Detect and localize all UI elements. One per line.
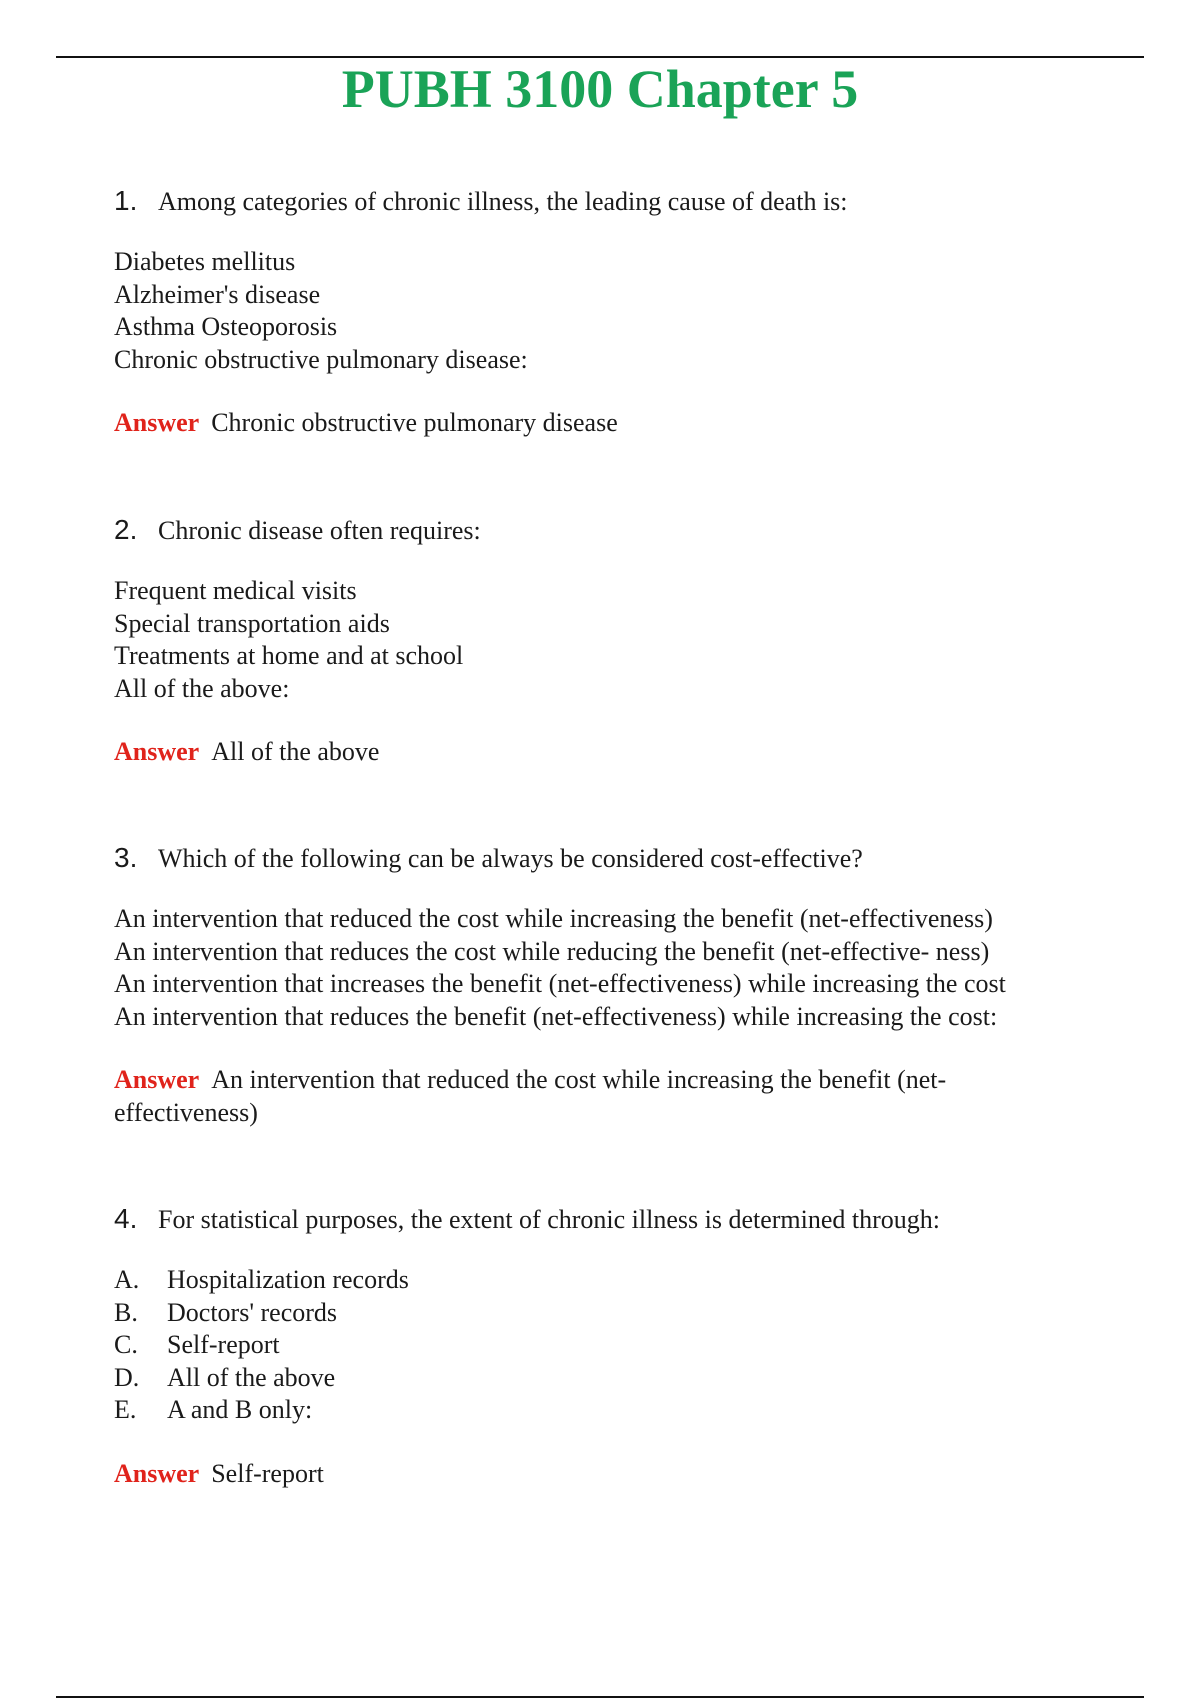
option-item: Special transportation aids <box>114 608 390 638</box>
answer-line <box>114 735 1014 768</box>
answer-label: Answer <box>114 1458 200 1488</box>
answer-text: Self-report <box>211 1458 324 1488</box>
bottom-rule <box>56 1696 1144 1698</box>
question-text: For statistical purposes, the extent of chronic illness is determined through: <box>158 1205 941 1234</box>
option-item <box>114 1394 1114 1427</box>
question-text: Which of the following can be always be considered cost-effective? <box>158 844 863 873</box>
answer-label: Answer <box>114 737 200 766</box>
answer-text: All of the above <box>211 737 380 766</box>
option-item <box>114 1297 1114 1330</box>
option-item: An intervention that reduces the cost while reducing the benefit (net-effective- ness) <box>114 936 990 966</box>
option-text: Self-report <box>167 1330 280 1359</box>
question-4 <box>114 1202 1114 1490</box>
options-list <box>114 903 1114 1033</box>
option-item <box>114 1362 1114 1395</box>
option-letter: D. <box>114 1362 140 1392</box>
answer-line <box>114 406 1014 439</box>
option-letter: A. <box>114 1265 140 1294</box>
answer-label: Answer <box>114 408 200 437</box>
option-item: An intervention that reduced the cost while increasing the benefit (net-effectiveness) <box>114 904 993 933</box>
question-header <box>114 513 1114 549</box>
question-number: 1. <box>114 185 138 216</box>
option-item: Chronic obstructive pulmonary disease: <box>114 344 528 374</box>
question-number: 3. <box>114 842 138 873</box>
answer-text: An intervention that reduced the cost while increasing the benefit (net-effectiveness) <box>114 1065 947 1127</box>
option-letter: B. <box>114 1297 138 1327</box>
option-text: A and B only: <box>167 1395 313 1424</box>
option-item: An intervention that increases the benefit (net-effectiveness) while increasing the cost <box>114 969 1006 998</box>
options-list <box>114 246 1114 376</box>
option-item: Frequent medical visits <box>114 576 357 605</box>
question-text: Chronic disease often requires: <box>158 516 481 545</box>
option-text: Doctors' records <box>167 1297 338 1327</box>
question-1 <box>114 184 1114 439</box>
question-text: Among categories of chronic illness, the leading cause of death is: <box>158 187 848 216</box>
option-item: Treatments at home and at school <box>114 641 464 670</box>
option-text: Hospitalization records <box>167 1265 409 1294</box>
question-number: 2. <box>114 514 138 545</box>
question-3 <box>114 841 1114 1129</box>
option-item: An intervention that reduces the benefit (net-effectiveness) while increasing the cost: <box>114 1001 998 1031</box>
answer-text: Chronic obstructive pulmonary disease <box>211 408 618 437</box>
option-item <box>114 1329 1114 1362</box>
question-2 <box>114 513 1114 768</box>
option-item <box>114 1264 1114 1297</box>
question-number: 4. <box>114 1203 138 1234</box>
options-list <box>114 575 1114 705</box>
option-item: All of the above: <box>114 673 290 703</box>
options-list <box>114 1264 1114 1427</box>
option-item: Asthma Osteoporosis <box>114 312 338 341</box>
option-text: All of the above <box>167 1362 336 1392</box>
option-letter: E. <box>114 1395 137 1424</box>
option-letter: C. <box>114 1330 138 1359</box>
question-header <box>114 184 1114 220</box>
question-header <box>114 841 1114 877</box>
option-item: Diabetes mellitus <box>114 247 296 276</box>
option-item: Alzheimer's disease <box>114 279 321 309</box>
answer-label: Answer <box>114 1065 200 1094</box>
answer-line <box>114 1457 1014 1490</box>
page-title: PUBH 3100 Chapter 5 <box>341 59 859 119</box>
question-header <box>114 1202 1114 1238</box>
answer-line <box>114 1063 1014 1129</box>
